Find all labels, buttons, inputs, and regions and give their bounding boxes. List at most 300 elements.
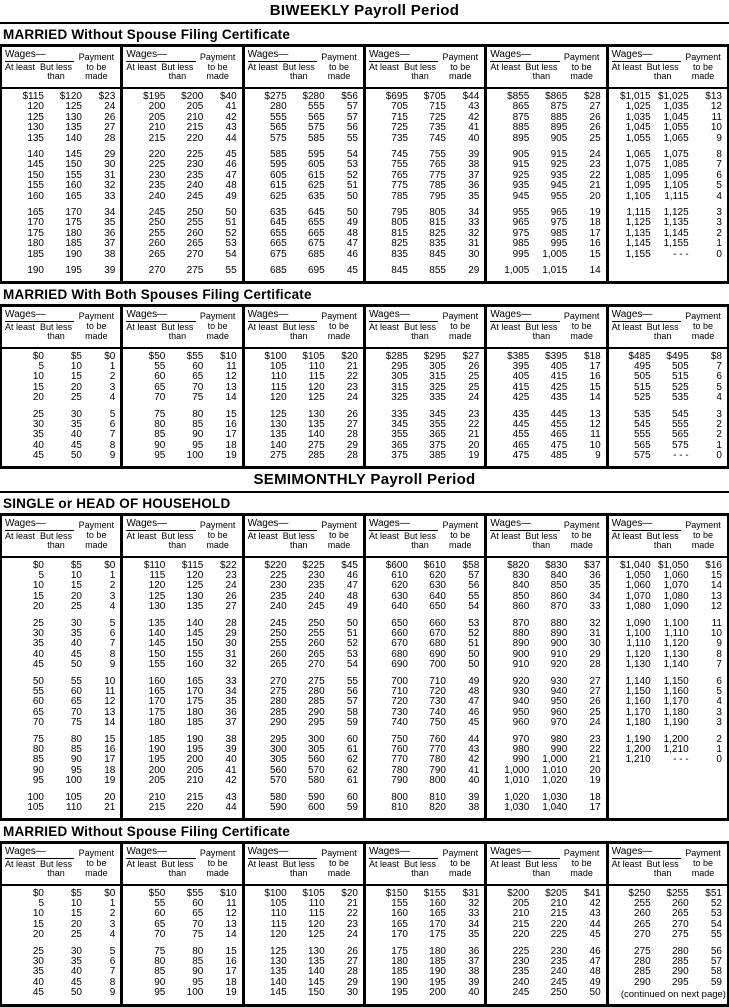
at-least-cell: 140 <box>245 978 287 988</box>
payment-cell: 43 <box>567 909 605 919</box>
but-less-than-cell: $1,050 <box>651 561 689 571</box>
but-less-than-cell: $1,025 <box>651 92 689 102</box>
but-less-than-cell: 740 <box>408 708 446 718</box>
table-column <box>123 844 244 1005</box>
column-header <box>366 307 484 349</box>
at-least-cell: 80 <box>123 420 165 430</box>
but-less-than-cell: 580 <box>287 776 325 786</box>
but-less-than-cell: 1,140 <box>651 660 689 670</box>
at-least-cell: 555 <box>609 430 651 440</box>
at-least-cell: 70 <box>123 930 165 940</box>
at-least-cell: 705 <box>366 102 408 112</box>
table-row <box>123 441 241 451</box>
but-less-than-cell: 70 <box>165 383 203 393</box>
table-row <box>366 592 484 602</box>
at-least-cell: 55 <box>123 362 165 372</box>
payment-cell: 32 <box>446 899 484 909</box>
but-less-than-cell: 90 <box>44 755 82 765</box>
at-least-cell: 1,095 <box>609 181 651 191</box>
table-row <box>245 441 363 451</box>
at-least-cell: 945 <box>487 192 529 202</box>
at-least-cell: 40 <box>2 978 44 988</box>
but-less-than-cell: 230 <box>165 160 203 170</box>
table-row <box>2 697 120 707</box>
payment-cell: 43 <box>203 793 241 803</box>
but-less-than-cell: 645 <box>287 208 325 218</box>
table-row <box>366 755 484 765</box>
table-row <box>2 660 120 670</box>
payment-cell: 22 <box>567 745 605 755</box>
payment-cell: 42 <box>203 776 241 786</box>
payment-cell: 14 <box>82 718 120 728</box>
table-row <box>2 718 120 728</box>
but-less-than-cell: 1,115 <box>651 192 689 202</box>
wages-label: Wages— <box>5 846 74 859</box>
at-least-cell: 1,025 <box>609 102 651 112</box>
column-header <box>123 307 241 349</box>
payment-cell: 28 <box>325 451 363 461</box>
payment-cell: 25 <box>446 372 484 382</box>
at-least-cell: 105 <box>2 803 44 813</box>
payment-cell: 33 <box>446 218 484 228</box>
table-row <box>245 957 363 967</box>
at-least-cell: 5 <box>2 899 44 909</box>
table-column <box>487 516 608 818</box>
at-least-cell: 305 <box>245 755 287 765</box>
at-least-cell: 800 <box>366 793 408 803</box>
table-columns <box>0 516 729 821</box>
table-row <box>609 920 727 930</box>
table-row <box>123 239 241 249</box>
but-less-than-cell: 25 <box>44 393 82 403</box>
but-less-than-label: But less than <box>159 63 196 82</box>
at-least-cell: 245 <box>123 208 165 218</box>
at-least-cell: 605 <box>245 171 287 181</box>
at-least-cell: 815 <box>366 229 408 239</box>
payment-cell: 17 <box>567 362 605 372</box>
at-least-cell: 765 <box>366 171 408 181</box>
payment-cell: 3 <box>689 218 727 228</box>
table-row <box>123 697 241 707</box>
payment-cell: $20 <box>325 889 363 899</box>
table-row <box>123 745 241 755</box>
but-less-than-cell: 90 <box>165 430 203 440</box>
payment-cell: 18 <box>567 793 605 803</box>
payment-to-be-made-label: Payment to be made <box>317 521 361 551</box>
at-least-cell: 735 <box>366 134 408 144</box>
wages-header <box>490 49 559 86</box>
payment-cell: 29 <box>325 978 363 988</box>
table-column <box>487 844 608 1005</box>
but-less-than-cell: 50 <box>44 660 82 670</box>
but-less-than-cell: 240 <box>287 592 325 602</box>
but-less-than-cell: 10 <box>44 571 82 581</box>
table-column <box>609 844 727 1005</box>
table-row <box>123 776 241 786</box>
at-least-cell: 220 <box>123 150 165 160</box>
at-least-cell: 785 <box>366 192 408 202</box>
at-least-cell: 865 <box>487 102 529 112</box>
table-row <box>123 266 241 276</box>
but-less-than-cell: 185 <box>408 957 446 967</box>
payment-cell: 18 <box>203 441 241 451</box>
but-less-than-label: But less than <box>38 532 75 551</box>
payment-cell: 13 <box>203 383 241 393</box>
but-less-than-cell: 95 <box>165 441 203 451</box>
payment-cell: 13 <box>203 920 241 930</box>
at-least-cell: 50 <box>2 677 44 687</box>
but-less-than-cell: 615 <box>287 171 325 181</box>
at-least-cell: $820 <box>487 561 529 571</box>
but-less-than-cell: 125 <box>44 102 82 112</box>
at-least-cell: 1,120 <box>609 650 651 660</box>
but-less-than-cell: - - - <box>651 755 689 765</box>
payment-cell: 24 <box>325 930 363 940</box>
but-less-than-cell: 1,015 <box>529 266 567 276</box>
wage-subheaders <box>248 323 317 342</box>
but-less-than-cell: 755 <box>408 150 446 160</box>
at-least-cell: 165 <box>123 687 165 697</box>
but-less-than-cell: $105 <box>287 889 325 899</box>
but-less-than-label: But less than <box>38 323 75 342</box>
payment-cell: 33 <box>82 192 120 202</box>
at-least-cell: 5 <box>2 362 44 372</box>
table-row <box>366 218 484 228</box>
payment-cell: 55 <box>203 266 241 276</box>
wages-header <box>612 846 681 883</box>
at-least-cell: 120 <box>2 102 44 112</box>
payment-cell: 54 <box>689 920 727 930</box>
but-less-than-cell: 15 <box>44 581 82 591</box>
table-row <box>245 650 363 660</box>
at-least-cell: 915 <box>487 160 529 170</box>
payment-cell: 10 <box>689 123 727 133</box>
table-column <box>123 307 244 466</box>
wages-label: Wages— <box>612 49 681 62</box>
but-less-than-label: But less than <box>523 323 560 342</box>
payment-cell: 22 <box>446 420 484 430</box>
but-less-than-cell: 1,130 <box>651 650 689 660</box>
but-less-than-cell: $830 <box>529 561 567 571</box>
at-least-cell: 125 <box>245 410 287 420</box>
payment-cell: 2 <box>689 735 727 745</box>
but-less-than-label: But less than <box>402 63 439 82</box>
table-row <box>487 113 605 123</box>
column-body <box>609 558 727 770</box>
payment-cell: 31 <box>82 171 120 181</box>
payment-cell: $45 <box>325 561 363 571</box>
but-less-than-cell: - - - <box>651 451 689 461</box>
column-body <box>2 558 120 818</box>
at-least-cell: 645 <box>245 218 287 228</box>
at-least-cell: 655 <box>245 229 287 239</box>
but-less-than-cell: 180 <box>165 708 203 718</box>
wages-label: Wages— <box>612 309 681 322</box>
table-row <box>487 451 605 461</box>
but-less-than-cell: 570 <box>287 766 325 776</box>
at-least-cell: 40 <box>2 441 44 451</box>
at-least-cell: 145 <box>245 988 287 998</box>
payment-cell: 3 <box>689 718 727 728</box>
wage-subheaders <box>248 63 317 82</box>
payment-cell: 12 <box>689 602 727 612</box>
table-row <box>2 602 120 612</box>
at-least-cell: 875 <box>487 113 529 123</box>
but-less-than-cell: 150 <box>287 988 325 998</box>
payment-cell: 27 <box>567 102 605 112</box>
wages-label: Wages— <box>126 309 195 322</box>
at-least-cell: 1,000 <box>487 766 529 776</box>
column-header <box>609 844 727 886</box>
wages-label: Wages— <box>369 518 438 531</box>
at-least-cell: 80 <box>2 745 44 755</box>
at-least-cell: 170 <box>2 218 44 228</box>
payment-cell: 26 <box>82 113 120 123</box>
table-column <box>2 47 123 281</box>
but-less-than-cell: 1,120 <box>651 639 689 649</box>
but-less-than-cell: $115 <box>165 561 203 571</box>
payment-cell: 15 <box>567 250 605 260</box>
payment-cell: 35 <box>446 192 484 202</box>
but-less-than-cell: $495 <box>651 352 689 362</box>
at-least-cell: 140 <box>245 441 287 451</box>
at-least-cell: 555 <box>245 113 287 123</box>
at-least-cell: 795 <box>366 208 408 218</box>
at-least-cell: 245 <box>487 988 529 998</box>
but-less-than-cell: 735 <box>408 123 446 133</box>
at-least-cell: $115 <box>2 92 44 102</box>
but-less-than-label: But less than <box>159 532 196 551</box>
table-row <box>123 561 241 571</box>
but-less-than-cell: 630 <box>408 581 446 591</box>
table-row <box>123 660 241 670</box>
payment-cell: 53 <box>203 239 241 249</box>
but-less-than-cell: 155 <box>165 650 203 660</box>
payment-cell: $31 <box>446 889 484 899</box>
payment-to-be-made-label: Payment to be made <box>560 312 604 342</box>
table-row <box>366 776 484 786</box>
payment-cell: 37 <box>82 239 120 249</box>
table-row <box>245 123 363 133</box>
table-row <box>123 629 241 639</box>
payment-cell: 42 <box>203 113 241 123</box>
at-least-cell: 140 <box>123 629 165 639</box>
table-row <box>245 978 363 988</box>
at-least-label: At least <box>369 63 401 82</box>
at-least-cell: 575 <box>245 134 287 144</box>
at-least-cell: 1,035 <box>609 113 651 123</box>
but-less-than-cell: 255 <box>165 218 203 228</box>
column-body <box>2 349 120 466</box>
table-row <box>123 123 241 133</box>
but-less-than-cell: 885 <box>529 113 567 123</box>
payment-cell: 46 <box>567 947 605 957</box>
table-row <box>487 639 605 649</box>
but-less-than-cell: 65 <box>44 697 82 707</box>
table-row <box>123 766 241 776</box>
wage-subheaders <box>126 323 195 342</box>
but-less-than-cell: 790 <box>408 766 446 776</box>
but-less-than-label: But less than <box>280 532 317 551</box>
column-body <box>366 89 484 281</box>
table-row <box>366 160 484 170</box>
but-less-than-cell: 1,200 <box>651 735 689 745</box>
but-less-than-cell: 780 <box>408 755 446 765</box>
payment-cell: 31 <box>567 629 605 639</box>
but-less-than-cell: 175 <box>408 930 446 940</box>
payment-cell: 5 <box>689 181 727 191</box>
table-row <box>245 229 363 239</box>
table-row <box>245 266 363 276</box>
but-less-than-cell: 35 <box>44 629 82 639</box>
table-row <box>245 718 363 728</box>
at-least-cell: 745 <box>366 150 408 160</box>
but-less-than-cell: 1,095 <box>651 171 689 181</box>
but-less-than-cell: 670 <box>408 629 446 639</box>
payment-cell: 42 <box>446 755 484 765</box>
but-less-than-cell: 230 <box>529 947 567 957</box>
but-less-than-cell: 50 <box>44 988 82 998</box>
payment-cell: 21 <box>325 899 363 909</box>
payment-cell: 54 <box>203 250 241 260</box>
but-less-than-cell: 55 <box>44 677 82 687</box>
at-least-cell: $100 <box>245 889 287 899</box>
at-least-cell: 305 <box>366 372 408 382</box>
table-row <box>245 639 363 649</box>
but-less-than-cell: 875 <box>529 102 567 112</box>
payment-cell: 17 <box>203 967 241 977</box>
at-least-cell: 120 <box>245 393 287 403</box>
payment-cell: 44 <box>446 735 484 745</box>
table-row <box>245 383 363 393</box>
table-row <box>366 229 484 239</box>
table-row <box>609 451 727 461</box>
at-least-cell: 895 <box>487 134 529 144</box>
at-least-cell: $1,015 <box>609 92 651 102</box>
payment-cell: 35 <box>203 697 241 707</box>
wages-header <box>490 518 559 555</box>
table-row <box>2 92 120 102</box>
column-body <box>123 558 241 818</box>
at-least-cell: 1,055 <box>609 134 651 144</box>
but-less-than-cell: 215 <box>165 123 203 133</box>
at-least-cell: 175 <box>366 947 408 957</box>
at-least-cell: 210 <box>123 793 165 803</box>
table-row <box>123 803 241 813</box>
but-less-than-cell: 325 <box>408 383 446 393</box>
at-least-cell: 740 <box>366 718 408 728</box>
but-less-than-cell: 125 <box>165 581 203 591</box>
at-least-cell: $50 <box>123 352 165 362</box>
at-least-cell: 55 <box>123 899 165 909</box>
table-row <box>2 192 120 202</box>
but-less-than-cell: 775 <box>408 171 446 181</box>
at-least-cell: 190 <box>2 266 44 276</box>
table-row <box>245 134 363 144</box>
but-less-than-cell: 270 <box>651 920 689 930</box>
table-row <box>487 947 605 957</box>
payment-cell: 21 <box>446 430 484 440</box>
column-header <box>245 307 363 349</box>
at-least-cell: $385 <box>487 352 529 362</box>
table-row <box>123 755 241 765</box>
wages-header <box>248 309 317 346</box>
table-row <box>245 687 363 697</box>
table-row <box>245 92 363 102</box>
table-row <box>123 430 241 440</box>
table-row <box>123 218 241 228</box>
payment-cell: 49 <box>325 602 363 612</box>
table-row <box>245 755 363 765</box>
at-least-cell: 255 <box>609 899 651 909</box>
at-least-label: At least <box>612 63 644 82</box>
but-less-than-cell: 710 <box>408 677 446 687</box>
table-row <box>2 930 120 940</box>
at-least-cell: 675 <box>245 250 287 260</box>
but-less-than-cell: 185 <box>165 718 203 728</box>
at-least-cell: 580 <box>245 793 287 803</box>
payment-cell: 50 <box>325 192 363 202</box>
table-row <box>366 967 484 977</box>
but-less-than-cell: $865 <box>529 92 567 102</box>
but-less-than-cell: 200 <box>165 755 203 765</box>
at-least-cell: 315 <box>366 383 408 393</box>
payment-cell: 54 <box>446 602 484 612</box>
but-less-than-cell: 130 <box>165 592 203 602</box>
payment-cell: 19 <box>203 451 241 461</box>
at-least-cell: 115 <box>123 571 165 581</box>
but-less-than-cell: 385 <box>408 451 446 461</box>
but-less-than-cell: 240 <box>165 181 203 191</box>
payment-cell: 57 <box>446 571 484 581</box>
at-least-cell: 205 <box>123 113 165 123</box>
but-less-than-cell: 255 <box>287 629 325 639</box>
table-row <box>2 441 120 451</box>
at-least-cell: 275 <box>245 451 287 461</box>
but-less-than-cell: 210 <box>165 776 203 786</box>
column-body <box>123 89 241 281</box>
table-row <box>2 776 120 786</box>
but-less-than-cell: $5 <box>44 352 82 362</box>
at-least-cell: 990 <box>487 755 529 765</box>
table-row <box>123 735 241 745</box>
but-less-than-label: But less than <box>280 63 317 82</box>
at-least-cell: 840 <box>487 581 529 591</box>
payment-cell: 32 <box>567 619 605 629</box>
at-least-cell: 265 <box>245 660 287 670</box>
at-least-cell: 570 <box>245 776 287 786</box>
payment-cell: 19 <box>446 451 484 461</box>
payment-cell: 47 <box>203 171 241 181</box>
payment-cell: 5 <box>689 687 727 697</box>
but-less-than-cell: 120 <box>165 571 203 581</box>
table-row <box>123 113 241 123</box>
table-row <box>609 383 727 393</box>
but-less-than-cell: 140 <box>44 134 82 144</box>
table-row <box>245 420 363 430</box>
at-least-cell: 65 <box>123 920 165 930</box>
wages-header <box>5 846 74 883</box>
table-row <box>2 372 120 382</box>
payment-cell: 28 <box>82 134 120 144</box>
at-least-cell: 275 <box>609 947 651 957</box>
but-less-than-cell: 730 <box>408 697 446 707</box>
but-less-than-cell: 175 <box>44 218 82 228</box>
table-row <box>245 410 363 420</box>
payment-cell: 52 <box>203 229 241 239</box>
at-least-cell: 255 <box>123 229 165 239</box>
but-less-than-cell: 185 <box>44 239 82 249</box>
